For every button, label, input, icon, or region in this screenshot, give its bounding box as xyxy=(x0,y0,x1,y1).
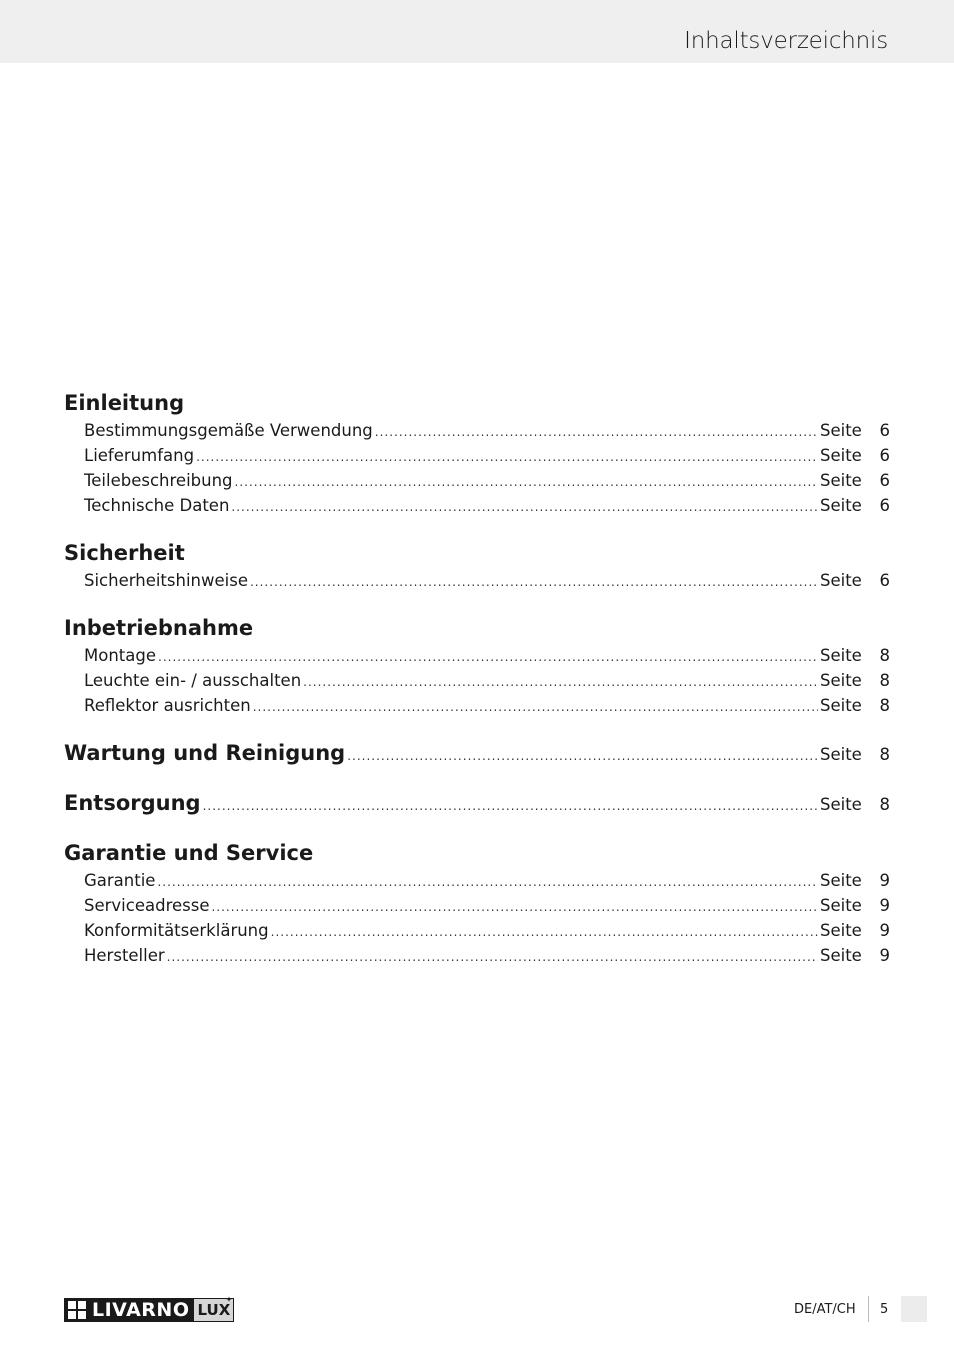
toc-item-label: Bestimmungsgemäße Verwendung xyxy=(84,421,373,440)
dot-leader xyxy=(347,741,818,771)
toc-item-label: Lieferumfang xyxy=(84,446,195,465)
toc-item[interactable] xyxy=(64,918,890,943)
seite-label: Seite xyxy=(820,795,862,814)
page-number: 6 xyxy=(879,446,890,465)
dot-leader xyxy=(271,920,818,945)
page-number: 9 xyxy=(879,896,890,915)
brand-logo xyxy=(64,1295,234,1322)
dot-leader xyxy=(303,670,818,695)
spacer xyxy=(64,718,890,738)
seite-label: Seite xyxy=(820,745,862,764)
toc-item[interactable] xyxy=(64,668,890,693)
page-number: 8 xyxy=(879,795,890,814)
toc-item-label: Montage xyxy=(84,646,156,665)
dot-leader xyxy=(250,570,818,595)
toc-item[interactable] xyxy=(64,468,890,493)
toc-item-label: Reflektor ausrichten xyxy=(84,696,251,715)
toc-item-label: Sicherheitshinweise xyxy=(84,571,248,590)
dot-leader xyxy=(211,895,818,920)
toc-item-label: Hersteller xyxy=(84,946,165,965)
toc-item[interactable] xyxy=(64,868,890,893)
page-number: 8 xyxy=(879,745,890,764)
logo-mark-icon xyxy=(68,1301,86,1319)
seite-label: Seite xyxy=(820,571,862,590)
section-heading-entsorgung: Entsorgung xyxy=(64,791,201,815)
sparkle-icon: ✦ xyxy=(225,1295,233,1304)
logo-main xyxy=(64,1298,193,1322)
footer-tab-marker xyxy=(901,1296,927,1322)
seite-label: Seite xyxy=(820,946,862,965)
spacer xyxy=(64,518,890,538)
section-heading-wartung: Wartung und Reinigung xyxy=(64,741,346,765)
page-number: 9 xyxy=(879,871,890,890)
toc-item[interactable] xyxy=(64,893,890,918)
dot-leader xyxy=(157,870,818,895)
spacer xyxy=(64,818,890,838)
dot-leader xyxy=(253,695,818,720)
seite-label: Seite xyxy=(820,671,862,690)
seite-label: Seite xyxy=(820,646,862,665)
seite-label: Seite xyxy=(820,696,862,715)
region-label: DE/AT/CH xyxy=(794,1302,856,1317)
page-number-footer: 5 xyxy=(880,1302,889,1317)
page-number: 6 xyxy=(879,496,890,515)
page-number: 9 xyxy=(879,921,890,940)
seite-label: Seite xyxy=(820,446,862,465)
logo-lux xyxy=(193,1295,234,1322)
section-heading-einleitung: Einleitung xyxy=(64,391,185,415)
dot-leader xyxy=(167,945,818,970)
page-number: 6 xyxy=(879,421,890,440)
dot-leader xyxy=(158,645,818,670)
toc-item[interactable] xyxy=(64,643,890,668)
toc-item-label: Serviceadresse xyxy=(84,896,210,915)
dot-leader xyxy=(231,495,818,520)
spacer xyxy=(64,768,890,788)
seite-label: Seite xyxy=(820,471,862,490)
section-heading-sicherheit: Sicherheit xyxy=(64,541,185,565)
toc-heading-entsorgung[interactable] xyxy=(64,788,890,818)
section-heading-garantie: Garantie und Service xyxy=(64,841,314,865)
dot-leader xyxy=(235,470,818,495)
toc-item[interactable] xyxy=(64,693,890,718)
seite-label: Seite xyxy=(820,496,862,515)
page-number: 6 xyxy=(879,571,890,590)
page-number: 8 xyxy=(879,696,890,715)
spacer xyxy=(64,593,890,613)
seite-label: Seite xyxy=(820,896,862,915)
toc-heading-wartung[interactable] xyxy=(64,738,890,768)
toc-item[interactable] xyxy=(64,568,890,593)
toc-item-label: Konformitätserklärung xyxy=(84,921,269,940)
toc-item[interactable] xyxy=(64,943,890,968)
toc-item-label: Teilebeschreibung xyxy=(84,471,233,490)
toc-item-label: Leuchte ein- / ausschalten xyxy=(84,671,302,690)
page-number: 8 xyxy=(879,646,890,665)
section-heading-inbetriebnahme: Inbetriebnahme xyxy=(64,616,254,640)
dot-leader xyxy=(196,445,818,470)
logo-text: LIVARNO xyxy=(92,1299,190,1321)
toc-item[interactable] xyxy=(64,493,890,518)
page-number: 9 xyxy=(879,946,890,965)
page-title: Inhaltsverzeichnis xyxy=(684,28,888,54)
toc-item[interactable] xyxy=(64,443,890,468)
dot-leader xyxy=(375,420,818,445)
page-number: 6 xyxy=(879,471,890,490)
seite-label: Seite xyxy=(820,871,862,890)
page-number: 8 xyxy=(879,671,890,690)
footer-divider xyxy=(868,1296,869,1322)
seite-label: Seite xyxy=(820,921,862,940)
seite-label: Seite xyxy=(820,421,862,440)
table-of-contents xyxy=(64,388,890,968)
toc-item-label: Garantie xyxy=(84,871,156,890)
logo-lux-text: LUX xyxy=(197,1301,231,1319)
toc-item[interactable] xyxy=(64,418,890,443)
toc-item-label: Technische Daten xyxy=(84,496,230,515)
dot-leader xyxy=(203,791,818,821)
